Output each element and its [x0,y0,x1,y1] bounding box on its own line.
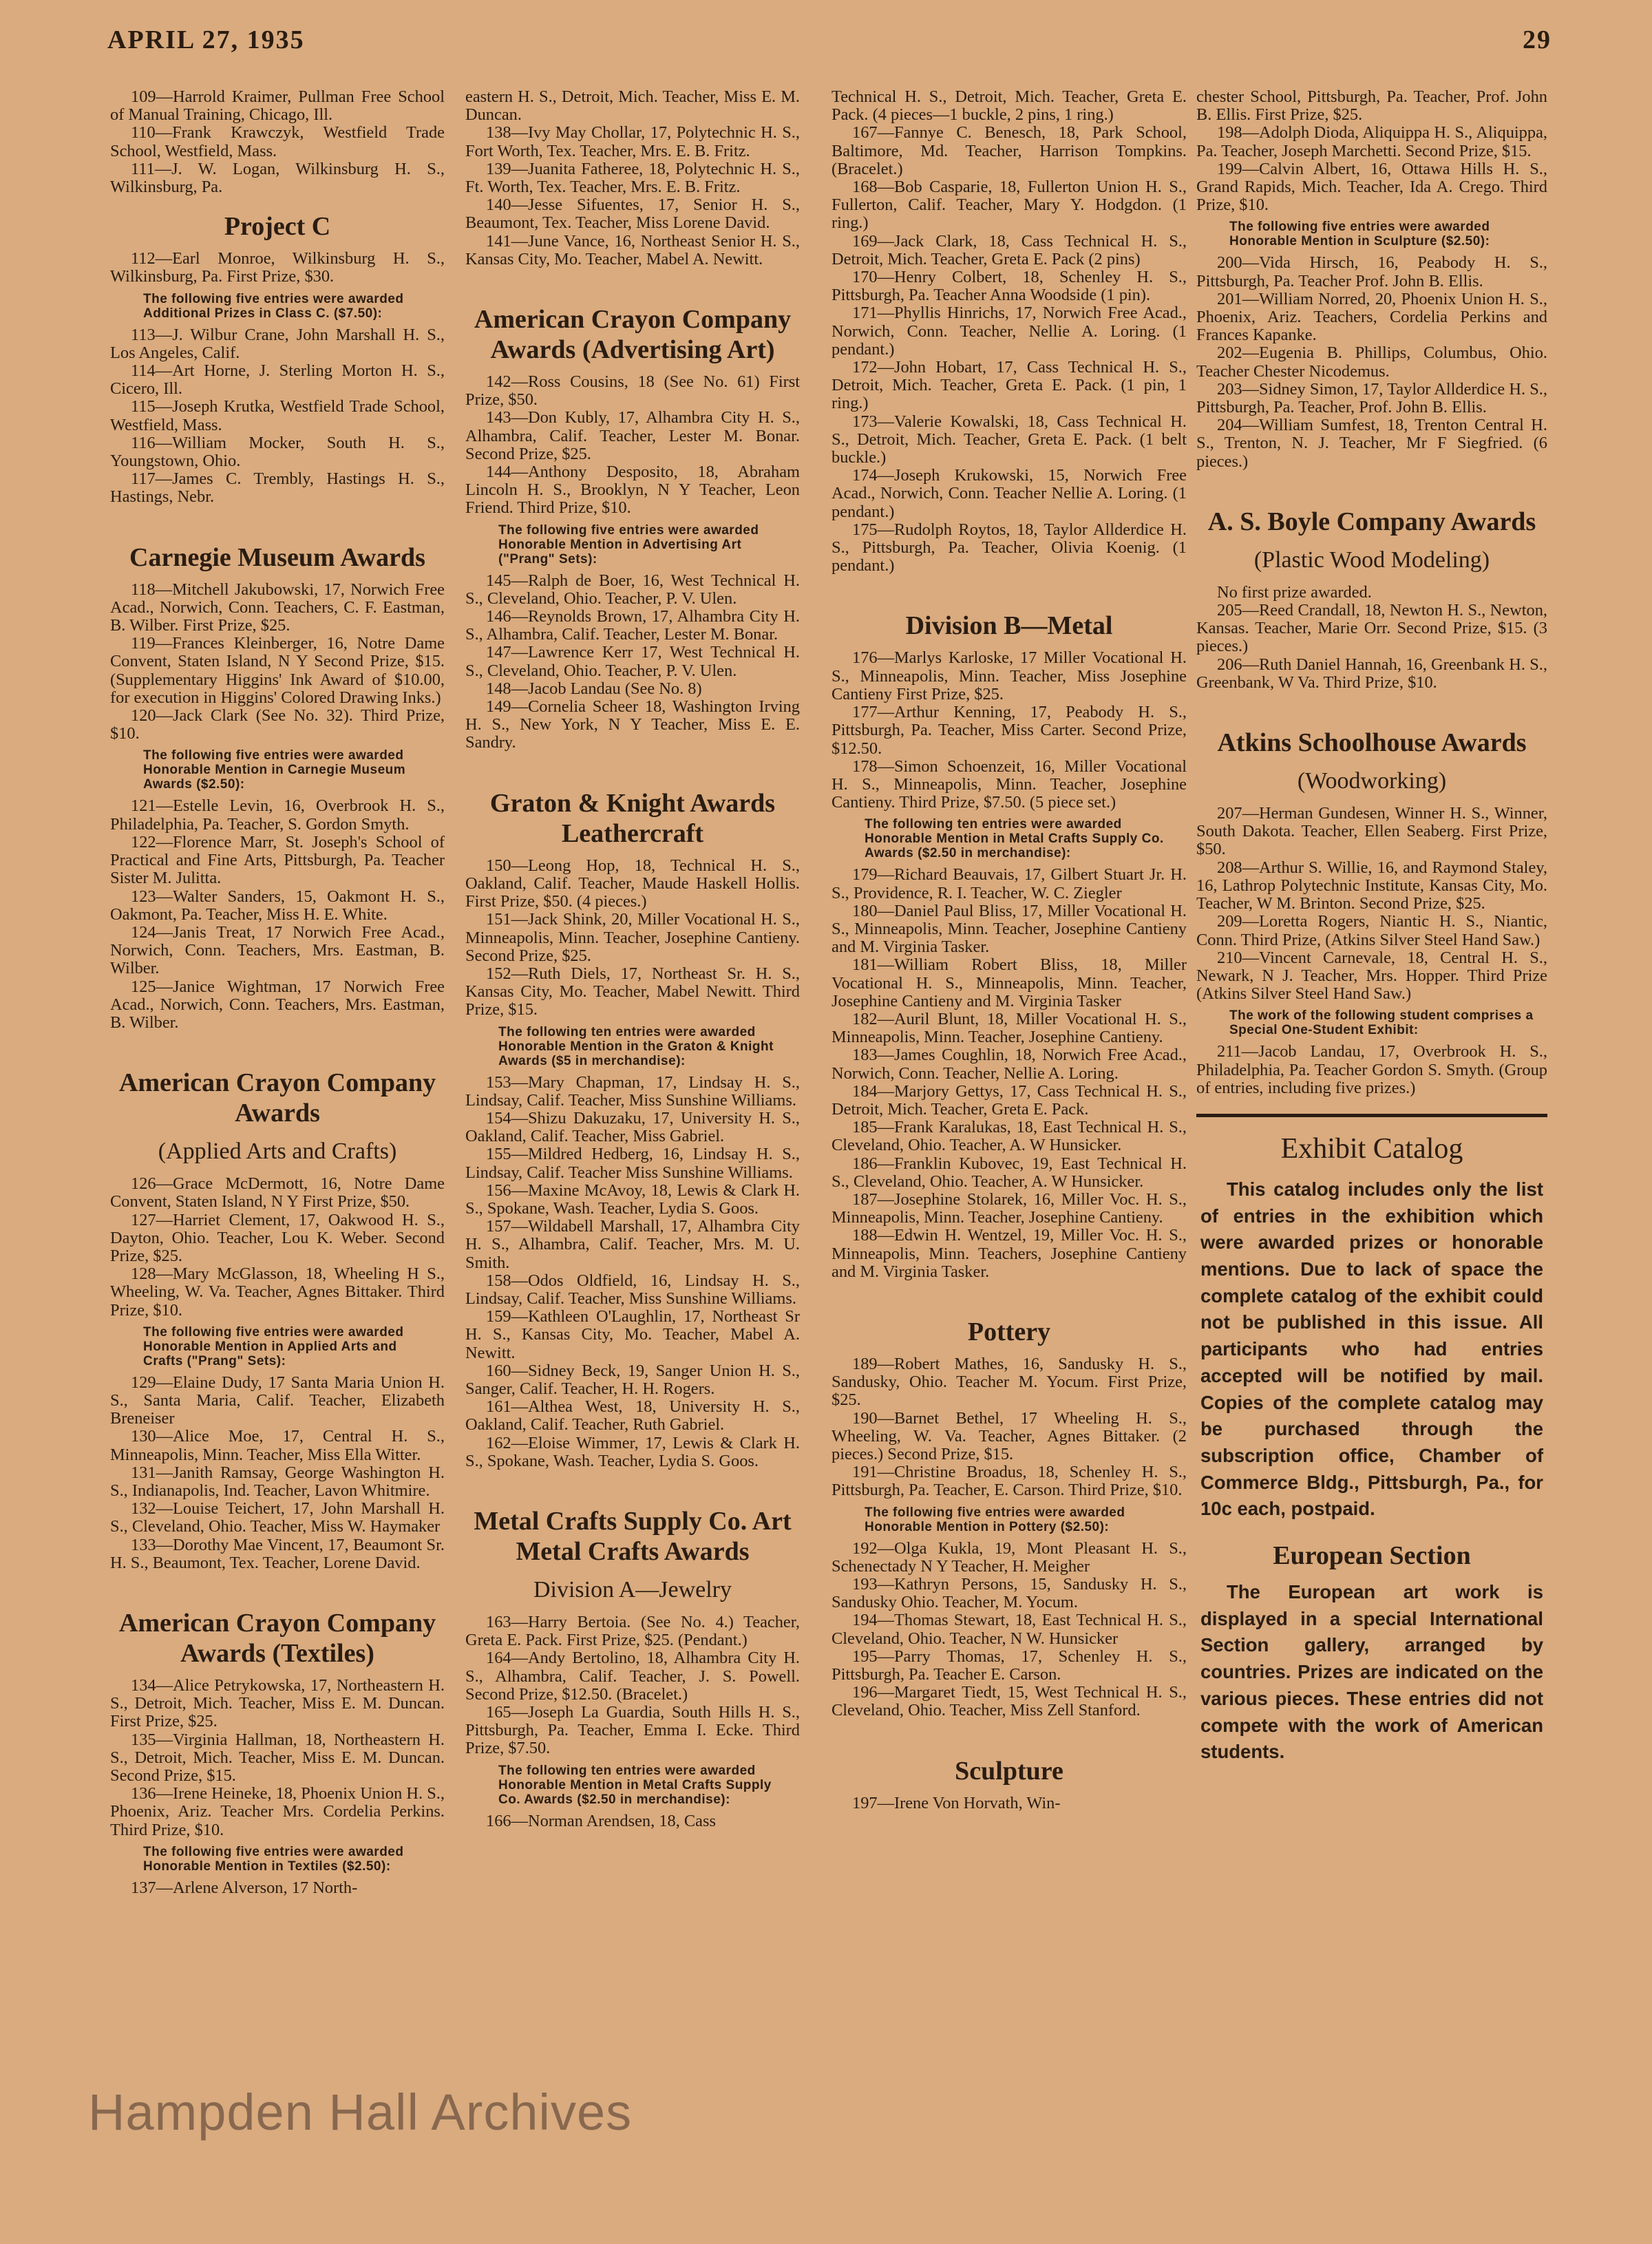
section-subtitle: (Applied Arts and Crafts) [158,1139,397,1165]
entry-176: 176—Marlys Karloske, 17 Miller Vocational H. S., Minneapolis, Minn. Teacher, Miss Josephine Cantieny First Prize, $25. [832,648,1187,703]
entry-149: 149—Cornelia Scheer 18, Washington Irving H. S., New York, N Y Teacher, Miss E. E. Sandry. [465,697,800,752]
european-section-body: The European art work is displayed in a special International Section gallery, arranged by countries. Prizes are indicated on the various pieces. These entries did not compete with the work of American students. [1200,1581,1543,1763]
entry-195: 195—Parry Thomas, 17, Schenley H. S., Pittsburgh, Pa. Teacher E. Carson. [832,1647,1187,1684]
entry-208: 208—Arthur S. Willie, 16, and Raymond Staley, 16, Lathrop Polytechnic Institute, Kansas City, Mo. Teacher, W M. Brinton. Second Prize, $25. [1196,858,1547,913]
entry-122: 122—Florence Marr, St. Joseph's School of Practical and Fine Arts, Pittsburgh, Pa. Teacher Sister M. Julitta. [110,832,445,888]
entry-199: 199—Calvin Albert, 16, Ottawa Hills H. S., Grand Rapids, Mich. Teacher, Ida A. Crego. Third Prize, $10. [1196,159,1547,215]
column-1 [110,88,445,2188]
section-note: The following five entries were awarded Additional Prizes in Class C. ($7.50): [143,291,404,321]
entry-177: 177—Arthur Kenning, 17, Peabody H. S., Pittsburgh, Pa. Teacher, Miss Carter. Second Prize, $12.50. [832,703,1187,758]
section-note: The following ten entries were awarded Honorable Mention in the Graton & Knight Awards ($5 in merchandise): [498,1024,774,1068]
section-subtitle: Division A—Jewelry [533,1576,732,1602]
entry-170: 170—Henry Colbert, 18, Schenley H. S., Pittsburgh, Pa. Teacher Anna Woodside (1 pin). [832,268,1187,305]
exhibit-catalog-body: This catalog includes only the list of entries in the exhibition which were awarded prizes or honorable mentions. Due to lack of space the complete catalog of the exhibit could not be published in this issue. All participants who had entries accepted will be notified by mail. Copies of the complete catalog may be purchased through the subscription office, Chamber of Commerce Bldg., Pittsburgh, Pa., for 10c each, postpaid. [1200,1178,1543,1520]
entry-144: 144—Anthony Desposito, 18, Abraham Lincoln H. S., Brooklyn, N Y Teacher, Leon Friend. Third Prize, $10. [465,463,800,518]
entry-118: 118—Mitchell Jakubowski, 17, Norwich Free Acad., Norwich, Conn. Teachers, C. F. Eastman, B. Wilber. First Prize, $25. [110,580,445,635]
entry-136: 136—Irene Heineke, 18, Phoenix Union H. S., Phoenix, Ariz. Teacher Mrs. Cordelia Perkins. Third Prize, $10. [110,1784,445,1839]
entry-119: 119—Frances Kleinberger, 16, Notre Dame Convent, Staten Island, N Y Second Prize, $15. (Supplementary Higgins' Ink Award of $10.00, for execution in Higgins' Colored Drawing Inks.) [110,634,445,707]
section-subtitle: (Woodworking) [1297,768,1447,794]
entry-165: 165—Joseph La Guardia, South Hills H. S., Pittsburgh, Pa. Teacher, Emma I. Ecke. Third Prize, $7.50. [465,1703,800,1758]
entry-188: 188—Edwin H. Wentzel, 19, Miller Voc. H. S., Minneapolis, Minn. Teachers, Josephine Cantieny and M. Virginia Tasker. [832,1226,1187,1281]
entry-198: 198—Adolph Dioda, Aliquippa H. S., Aliquippa, Pa. Teacher, Joseph Marchetti. Second Prize, $15. [1196,123,1547,160]
entry-201: 201—William Norred, 20, Phoenix Union H. S., Phoenix, Ariz. Teachers, Cordelia Perkins and Frances Kapanke. [1196,289,1547,345]
column-3 [832,88,1187,2188]
entry-159: 159—Kathleen O'Laughlin, 17, Northeast Sr H. S., Kansas City, Mo. Teacher, Mabel A. Newitt. [465,1307,800,1362]
entry-166-continued: Technical H. S., Detroit, Mich. Teacher, Greta E. Pack. (4 pieces—1 buckle, 2 pins, 1 ring.) [832,88,1187,125]
entry-111: 111—J. W. Logan, Wilkinsburg H. S., Wilkinsburg, Pa. [110,159,445,197]
entry-130: 130—Alice Moe, 17, Central H. S., Minneapolis, Minn. Teacher, Miss Ella Witter. [110,1427,445,1464]
entry-206: 206—Ruth Daniel Hannah, 16, Greenbank H. S., Greenbank, W Va. Third Prize, $10. [1196,655,1547,692]
entry-134: 134—Alice Petrykowska, 17, Northeastern H. S., Detroit, Mich. Teacher, Miss E. M. Duncan. First Prize, $25. [110,1675,445,1731]
section-note: The following five entries were awarded Honorable Mention in Pottery ($2.50): [865,1505,1125,1534]
entry-197-continued: chester School, Pittsburgh, Pa. Teacher, Prof. John B. Ellis. First Prize, $25. [1196,88,1547,125]
entry-178: 178—Simon Schoenzeit, 16, Miller Vocational H. S., Minneapolis, Minn. Teacher, Josephine Cantieny. Third Prize, $7.50. (5 piece set.) [832,756,1187,812]
entry-190: 190—Barnet Bethel, 17 Wheeling H. S., Wheeling, W. Va. Teacher, Agnes Bittaker. (2 pieces.) Second Prize, $15. [832,1408,1187,1463]
entry-147: 147—Lawrence Kerr 17, West Technical H. S., Cleveland, Ohio. Teacher, P. V. Ulen. [465,643,800,680]
section-note: The following five entries were awarded Honorable Mention in Applied Arts and Crafts ("Prang" Sets): [143,1324,404,1368]
entry-200: 200—Vida Hirsch, 16, Peabody H. S., Pittsburgh, Pa. Teacher Prof. John B. Ellis. [1196,253,1547,290]
entry-129: 129—Elaine Dudy, 17 Santa Maria Union H. S., Santa Maria, Calif. Teacher, Elizabeth Breneiser [110,1373,445,1428]
entry-192: 192—Olga Kukla, 19, Mont Pleasant H. S., Schenectady N Y Teacher, H. Meigher [832,1538,1187,1576]
section-title-atkins: Atkins Schoolhouse Awards [1217,728,1527,758]
entry-207: 207—Herman Gundesen, Winner H. S., Winner, South Dakota. Teacher, Ellen Seaberg. First Prize, $50. [1196,804,1547,859]
entry-205: 205—Reed Crandall, 18, Newton H. S., Newton, Kansas. Teacher, Marie Orr. Second Prize, $15. (3 pieces.) [1196,601,1547,656]
entry-137: 137—Arlene Alverson, 17 North- [131,1878,358,1897]
column-4 [1196,88,1547,2188]
entry-131: 131—Janith Ramsay, George Washington H. S., Indianapolis, Ind. Teacher, Lavon Whitmire. [110,1463,445,1500]
entry-183: 183—James Coughlin, 18, Norwich Free Acad., Norwich, Conn. Teacher, Nellie A. Loring. [832,1046,1187,1083]
entry-158: 158—Odos Oldfield, 16, Lindsay H. S., Lindsay, Calif. Teacher, Miss Sunshine Williams. [465,1271,800,1308]
entry-140: 140—Jesse Sifuentes, 17, Senior H. S., Beaumont, Tex. Teacher, Miss Lorene David. [465,195,800,233]
section-title-boyle: A. S. Boyle Company Awards [1207,507,1536,536]
entry-191: 191—Christine Broadus, 18, Schenley H. S., Pittsburgh, Pa. Teacher, E. Carson. Third Prize, $10. [832,1463,1187,1500]
section-subtitle: (Plastic Wood Modeling) [1253,547,1490,573]
entry-124: 124—Janis Treat, 17 Norwich Free Acad., Norwich, Conn. Teachers, Mrs. Eastman, B. Wilber. [110,922,445,978]
section-title-american-crayon-advertising: American Crayon Company Awards (Advertising Art) [474,305,792,365]
entry-112: 112—Earl Monroe, Wilkinsburg H. S., Wilkinsburg, Pa. First Prize, $30. [110,249,445,286]
entry-160: 160—Sidney Beck, 19, Sanger Union H. S., Sanger, Calif. Teacher, H. H. Rogers. [465,1361,800,1398]
entry-168: 168—Bob Casparie, 18, Fullerton Union H. S., Fullerton, Calif. Teacher, Mary Y. Hodgdon. (1 ring.) [832,178,1187,233]
entry-185: 185—Frank Karalukas, 18, East Technical H. S., Cleveland, Ohio. Teacher, A. W Hunsicker. [832,1118,1187,1155]
entry-133: 133—Dorothy Mae Vincent, 17, Beaumont Sr. H. S., Beaumont, Tex. Teacher, Lorene David. [110,1535,445,1572]
entry-171: 171—Phyllis Hinrichs, 17, Norwich Free Acad., Norwich, Conn. Teacher, Nellie A. Loring. (1 pendant.) [832,304,1187,359]
entry-181: 181—William Robert Bliss, 18, Miller Vocational H. S., Minneapolis, Minn. Teacher, Josephine Cantieny and M. Virginia Tasker [832,955,1187,1010]
entry-143: 143—Don Kubly, 17, Alhambra City H. S., Alhambra, Calif. Teacher, Lester M. Bonar. Second Prize, $25. [465,408,800,463]
entry-186: 186—Franklin Kubovec, 19, East Technical H. S., Cleveland, Ohio. Teacher, A. W Hunsicker. [832,1154,1187,1191]
entry-167: 167—Fannye C. Benesch, 18, Park School, Baltimore, Md. Teacher, Harrison Tompkins. (Bracelet.) [832,123,1187,178]
entry-193: 193—Kathryn Persons, 15, Sandusky H. S., Sandusky Ohio. Teacher, M. Yocum. [832,1575,1187,1612]
section-title-american-crayon-applied: American Crayon Company Awards [118,1068,436,1128]
entry-169: 169—Jack Clark, 18, Cass Technical H. S., Detroit, Mich. Teacher, Greta E. Pack (2 pins) [832,231,1187,268]
entry-152: 152—Ruth Diels, 17, Northeast Sr. H. S., Kansas City, Mo. Teacher, Mabel Newitt. Third Prize, $15. [465,964,800,1019]
entry-162: 162—Eloise Wimmer, 17, Lewis & Clark H. S., Spokane, Wash. Teacher, Lydia S. Goos. [465,1433,800,1470]
entry-148: 148—Jacob Landau (See No. 8) [486,679,702,698]
exhibit-catalog-title: Exhibit Catalog [1280,1132,1463,1165]
entry-194: 194—Thomas Stewart, 18, East Technical H. S., Cleveland, Ohio. Teacher, N W. Hunsicker [832,1611,1187,1648]
entry-173: 173—Valerie Kowalski, 18, Cass Technical H. S., Detroit, Mich. Teacher, Greta E. Pack. (1 belt buckle.) [832,412,1187,467]
entry-115: 115—Joseph Krutka, Westfield Trade School, Westfield, Mass. [110,397,445,434]
entry-121: 121—Estelle Levin, 16, Overbrook H. S., Philadelphia, Pa. Teacher, S. Gordon Smyth. [110,796,445,834]
entry-132: 132—Louise Teichert, 17, John Marshall H. S., Cleveland, Ohio. Teacher, Miss W. Haymaker [110,1499,445,1536]
entry-127: 127—Harriet Clement, 17, Oakwood H. S., Dayton, Ohio. Teacher, Lou K. Weber. Second Prize, $25. [110,1210,445,1265]
entry-142: 142—Ross Cousins, 18 (See No. 61) First Prize, $50. [465,372,800,410]
page-number: 29 [1523,25,1552,54]
entry-126: 126—Grace McDermott, 16, Notre Dame Convent, Staten Island, N Y First Prize, $50. [110,1174,445,1211]
entry-125: 125—Janice Wightman, 17 Norwich Free Acad., Norwich, Conn. Teachers, Mrs. Eastman, B. Wilber. [110,977,445,1032]
entry-155: 155—Mildred Hedberg, 16, Lindsay H. S., Lindsay, Calif. Teacher Miss Sunshine Williams. [465,1145,800,1182]
section-title-sculpture: Sculpture [955,1756,1063,1786]
issue-date: APRIL 27, 1935 [107,25,305,54]
entry-210: 210—Vincent Carnevale, 18, Central H. S., Newark, N J. Teacher, Mrs. Hopper. Third Prize (Atkins Silver Steel Hand Saw.) [1196,948,1547,1004]
entry-135: 135—Virginia Hallman, 18, Northeastern H. S., Detroit, Mich. Teacher, Miss E. M. Duncan. Second Prize, $15. [110,1730,445,1785]
entry-156: 156—Maxine McAvoy, 18, Lewis & Clark H. S., Spokane, Wash. Teacher, Lydia S. Goos. [465,1181,800,1218]
section-note: The following ten entries were awarded Honorable Mention in Metal Crafts Supply Co. Awards ($2.50 in merchandise): [865,817,1164,861]
entry-141: 141—June Vance, 16, Northeast Senior H. S., Kansas City, Mo. Teacher, Mabel A. Newitt. [465,231,800,268]
archive-watermark: Hampden Hall Archives [88,2084,633,2141]
section-title-pottery: Pottery [967,1317,1051,1346]
entry-174: 174—Joseph Krukowski, 15, Norwich Free Acad., Norwich, Conn. Teacher Nellie A. Loring. (1 pendant.) [832,466,1187,521]
entry-164: 164—Andy Bertolino, 18, Alhambra City H. S., Alhambra, Calif. Teacher, J. S. Powell. Second Prize, $12.50. (Bracelet.) [465,1649,800,1704]
entry-128: 128—Mary McGlasson, 18, Wheeling H S., Wheeling, W. Va. Teacher, Agnes Bittaker. Third Prize, $10. [110,1264,445,1320]
entry-189: 189—Robert Mathes, 16, Sandusky H. S., Sandusky, Ohio. Teacher M. Yocum. First Prize, $25. [832,1354,1187,1410]
entry-153: 153—Mary Chapman, 17, Lindsay H. S., Lindsay, Calif. Teacher, Miss Sunshine Williams. [465,1072,800,1110]
entry-123: 123—Walter Sanders, 15, Oakmont H. S., Oakmont, Pa. Teacher, Miss H. E. White. [110,887,445,924]
entry-196: 196—Margaret Tiedt, 15, West Technical H. S., Cleveland, Ohio. Teacher, Miss Zell Stanford. [832,1683,1187,1720]
entry-154: 154—Shizu Dakuzaku, 17, University H. S., Oakland, Calif. Teacher, Miss Gabriel. [465,1108,800,1146]
entry-182: 182—Auril Blunt, 18, Miller Vocational H. S., Minneapolis, Minn. Teacher, Josephine Cantieny. [832,1009,1187,1047]
section-note: The following five entries were awarded Honorable Mention in Sculpture ($2.50): [1229,220,1490,249]
entry-187: 187—Josephine Stolarek, 16, Miller Voc. H. S., Minneapolis, Minn. Teacher, Josephine Cantieny. [832,1189,1187,1227]
entry-172: 172—John Hobart, 17, Cass Technical H. S., Detroit, Mich. Teacher, Greta E. Pack. (1 pin, 1 ring.) [832,358,1187,413]
section-title-carnegie: Carnegie Museum Awards [129,542,425,572]
section-note: The following five entries were awarded Honorable Mention in Textiles ($2.50): [143,1844,404,1874]
section-title-graton-knight: Graton & Knight Awards Leathercraft [489,788,776,848]
section-note: The following five entries were awarded Honorable Mention in Carnegie Museum Awards ($2.50): [143,748,406,792]
divider-rule [1196,1114,1547,1117]
section-title-metal-crafts: Metal Crafts Supply Co. Art Metal Crafts Awards [474,1506,792,1566]
entry-163: 163—Harry Bertoia. (See No. 4.) Teacher, Greta E. Pack. First Prize, $25. (Pendant.) [465,1612,800,1650]
entry-179: 179—Richard Beauvais, 17, Gilbert Stuart Jr. H. S., Providence, R. I. Teacher, W. C. Ziegler [832,865,1187,902]
entry-117: 117—James C. Trembly, Hastings H. S., Hastings, Nebr. [110,469,445,507]
section-note: The following ten entries were awarded Honorable Mention in Metal Crafts Supply Co. Awards ($2.50 in merchandise): [498,1763,772,1807]
entry-209: 209—Loretta Rogers, Niantic H. S., Niantic, Conn. Third Prize, (Atkins Silver Steel Hand Saw.) [1196,912,1547,949]
entry-139: 139—Juanita Fatheree, 18, Polytechnic H. S., Ft. Worth, Tex. Teacher, Mrs. E. B. Fritz. [465,159,800,197]
entry-138: 138—Ivy May Chollar, 17, Polytechnic H. S., Fort Worth, Tex. Teacher, Mrs. E. B. Fritz. [465,123,800,160]
column-2 [465,88,800,2188]
entry-113: 113—J. Wilbur Crane, John Marshall H. S., Los Angeles, Calif. [110,325,445,362]
no-first-prize-note: No first prize awarded. [1217,582,1372,602]
section-note: The following five entries were awarded Honorable Mention in Advertising Art ("Prang" Sets): [498,522,759,567]
entry-184: 184—Marjory Gettys, 17, Cass Technical H. S., Detroit, Mich. Teacher, Greta E. Pack. [832,1081,1187,1119]
entry-145: 145—Ralph de Boer, 16, West Technical H. S., Cleveland, Ohio. Teacher, P. V. Ulen. [465,571,800,608]
entry-175: 175—Rudolph Roytos, 18, Taylor Allderdice H. S., Pittsburgh, Pa. Teacher, Olivia Koenig. (1 pendant.) [832,520,1187,575]
entry-204: 204—William Sumfest, 18, Trenton Central H. S., Trenton, N. J. Teacher, Mr F Siegfried. (6 pieces.) [1196,416,1547,471]
entry-197: 197—Irene Von Horvath, Win- [852,1793,1061,1812]
section-title-american-crayon-textiles: American Crayon Company Awards (Textiles) [118,1608,436,1668]
entry-161: 161—Althea West, 18, University H. S., Oakland, Calif. Teacher, Ruth Gabriel. [465,1397,800,1435]
entry-202: 202—Eugenia B. Phillips, Columbus, Ohio. Teacher Chester Nicodemus. [1196,343,1547,381]
entry-166: 166—Norman Arendsen, 18, Cass [486,1811,716,1830]
entry-157: 157—Wildabell Marshall, 17, Alhambra City H. S., Alhambra, Calif. Teacher, Mrs. M. U. Smith. [465,1217,800,1272]
section-note: The work of the following student comprises a Special One-Student Exhibit: [1229,1008,1534,1038]
entry-116: 116—William Mocker, South H. S., Youngstown, Ohio. [110,433,445,471]
entry-114: 114—Art Horne, J. Sterling Morton H. S., Cicero, Ill. [110,361,445,399]
entry-203: 203—Sidney Simon, 17, Taylor Allderdice H. S., Pittsburgh, Pa. Teacher, Prof. John B. Ellis. [1196,379,1547,417]
entry-110: 110—Frank Krawczyk, Westfield Trade School, Westfield, Mass. [110,123,445,160]
section-title-division-b-metal: Division B—Metal [905,611,1113,641]
entry-180: 180—Daniel Paul Bliss, 17, Miller Vocational H. S., Minneapolis, Minn. Teacher, Josephine Cantieny and M. Virginia Tasker. [832,901,1187,957]
entry-120: 120—Jack Clark (See No. 32). Third Prize, $10. [110,706,445,743]
entry-137-continued: eastern H. S., Detroit, Mich. Teacher, Miss E. M. Duncan. [465,88,800,125]
european-section-title: European Section [1273,1541,1471,1571]
entry-109: 109—Harrold Kraimer, Pullman Free School of Manual Training, Chicago, Ill. [110,88,445,125]
entry-211: 211—Jacob Landau, 17, Overbrook H. S., Philadelphia, Pa. Teacher Gordon S. Smyth. (Group of entries, including five prizes.) [1196,1042,1547,1097]
section-title-project-c: Project C [224,212,331,242]
entry-151: 151—Jack Shink, 20, Miller Vocational H. S., Minneapolis, Minn. Teacher, Josephine Cantieny. Second Prize, $25. [465,910,800,965]
entry-146: 146—Reynolds Brown, 17, Alhambra City H. S., Alhambra, Calif. Teacher, Lester M. Bonar. [465,607,800,644]
entry-150: 150—Leong Hop, 18, Technical H. S., Oakland, Calif. Teacher, Maude Haskell Hollis. First Prize, $50. (4 pieces.) [465,856,800,911]
